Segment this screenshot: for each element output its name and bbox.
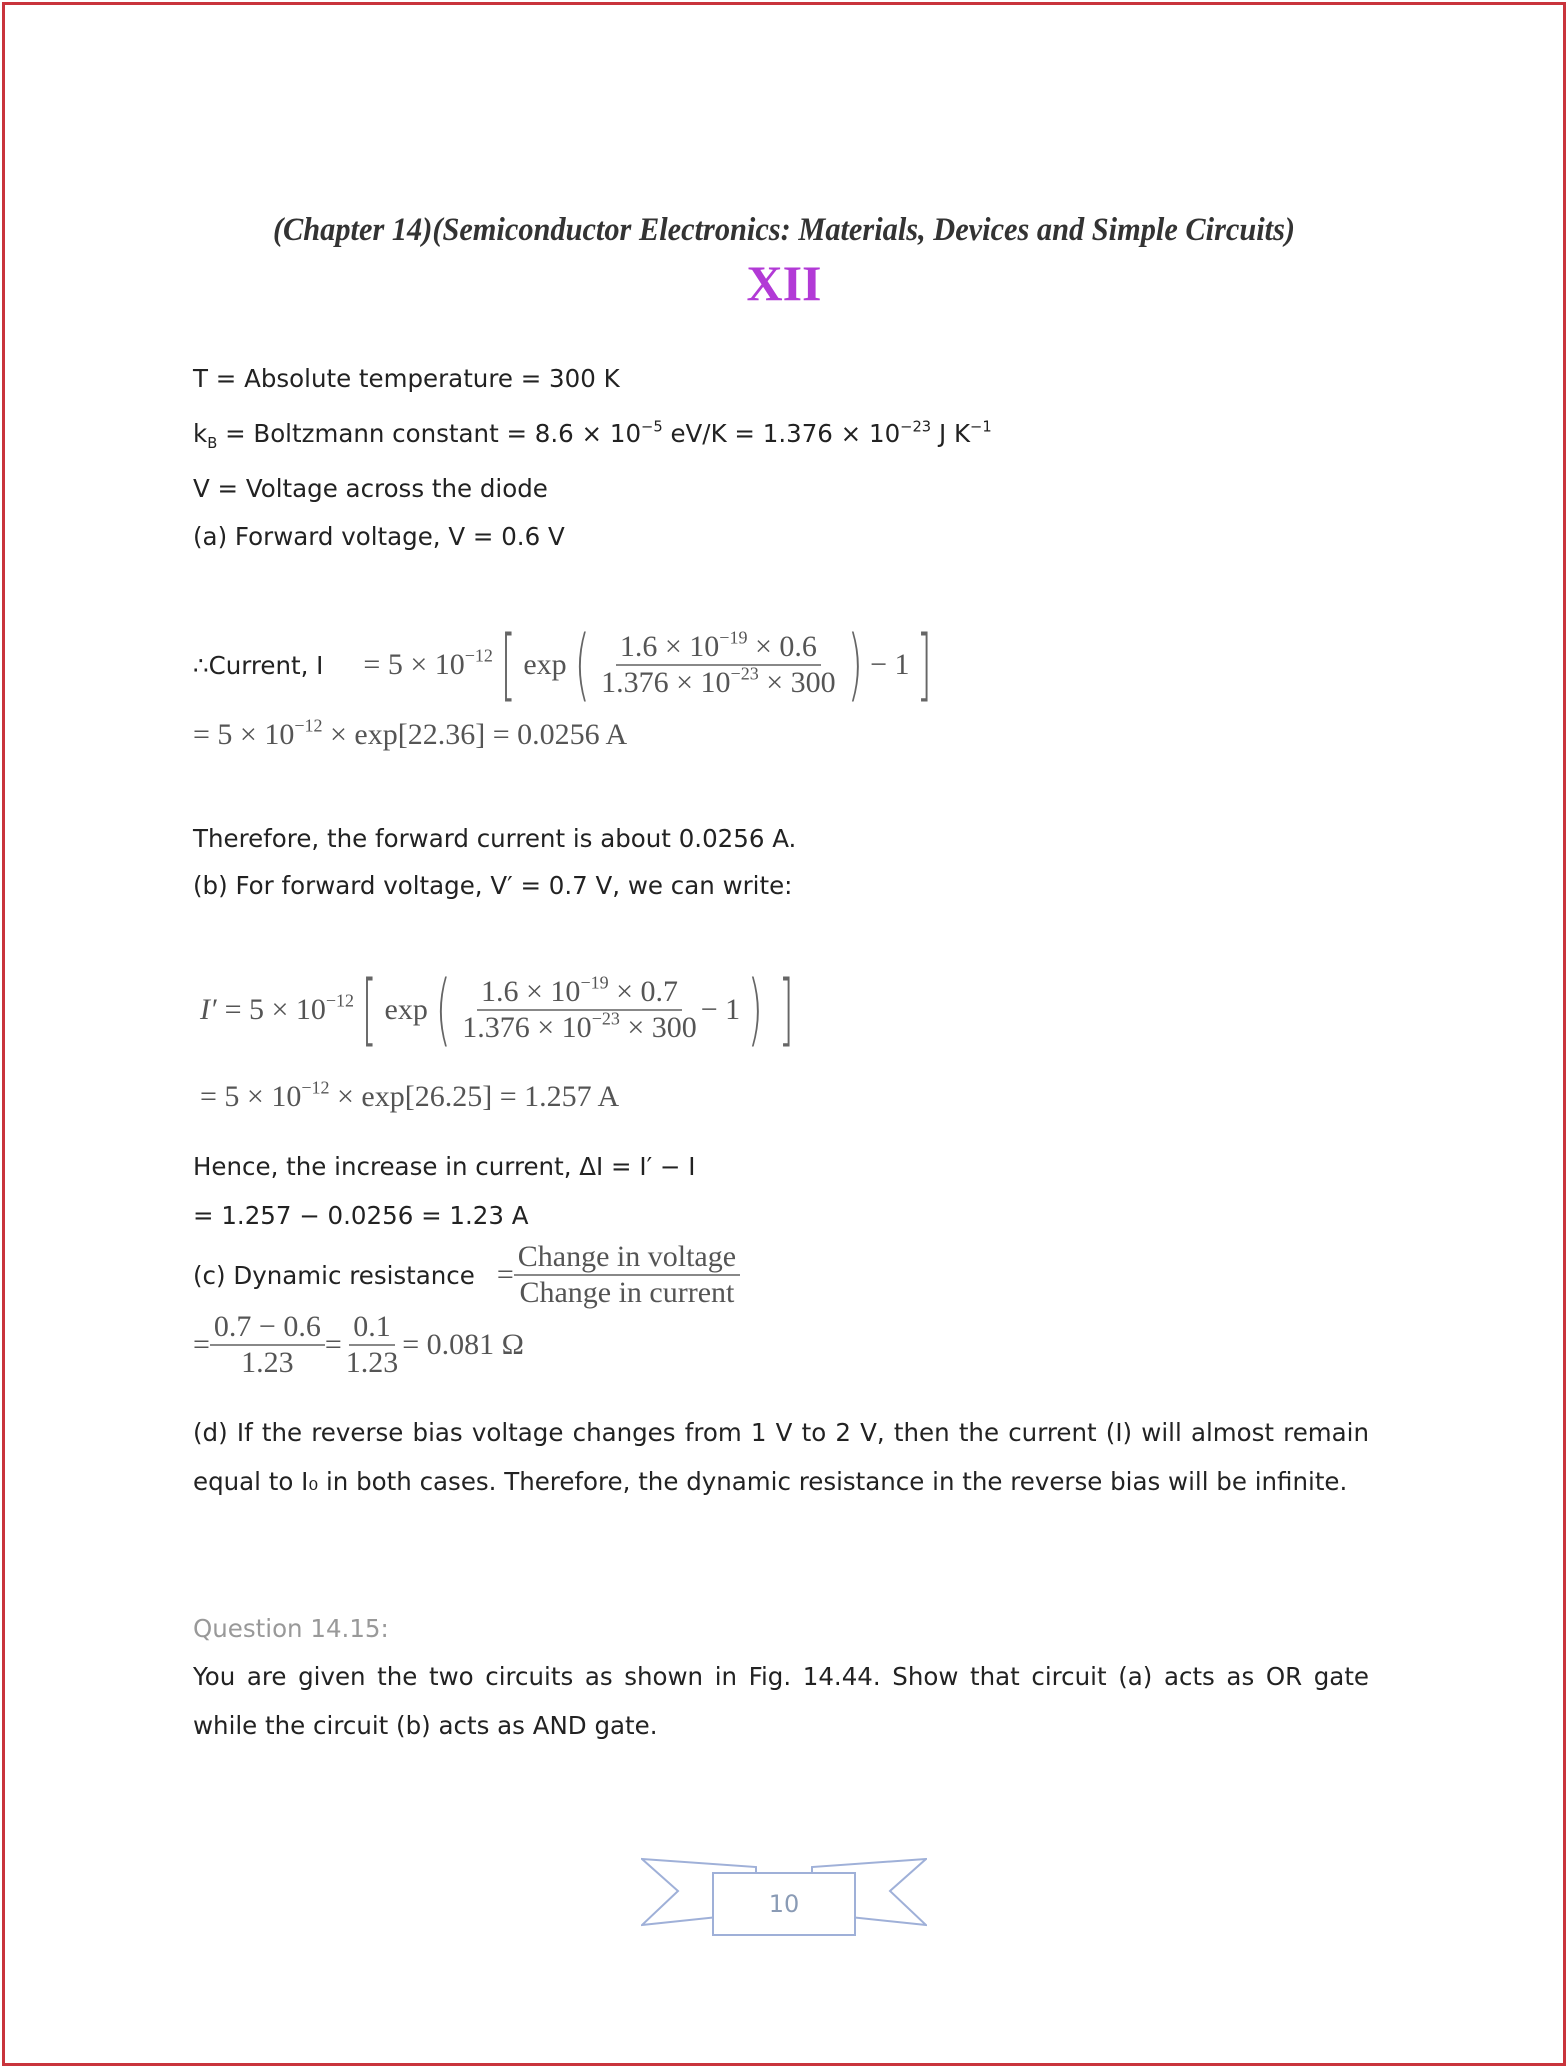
equation-b: I′ = $5 \times 10^{-12}$ [ exp ( $\frac{1.6 \times 10^{-19} \times 0.7}{1.376 \times 10^{-23} \times 300}$ − 1 ) ]	[200, 965, 794, 1055]
def-boltzmann: $k_B$ = Boltzmann constant = $8.6 \times 10^{-5}$ $eV/K = 1.376 \times 10^{-23}$ J $K^{-1}$	[193, 418, 992, 452]
part-d: (d) If the reverse bias voltage changes from 1 V to 2 V, then the current (I) will almost remain equal to I₀ in both cases. Therefore, the dynamic resistance in the reverse bias will be infinite.	[193, 1418, 1369, 1496]
equation-b-result: = $5 \times 10^{-12} \times \exp[26.25] = 1.257$ A	[200, 1077, 620, 1113]
question-text: You are given the two circuits as shown in Fig. 14.44. Show that circuit (a) acts as OR gate while the circuit (b) acts as AND gate.	[193, 1662, 1369, 1740]
therefore-text: Therefore, the forward current is about 0.0256 A.	[193, 824, 797, 853]
part-c: (c) Dynamic resistance = $\frac{\text{Change in voltage}}{\text{Change in current}}$	[193, 1240, 740, 1310]
class-label: XII	[746, 255, 822, 311]
question-label: Question 14.15:	[193, 1614, 389, 1643]
hence-result: = 1.257 − 0.0256 = 1.23 A	[193, 1201, 529, 1230]
page-number: 10	[768, 1890, 800, 1918]
chapter-title: (Chapter 14)(Semiconductor Electronics: Materials, Devices and Simple Circuits)	[272, 212, 1296, 248]
equation-a: ∴Current, I = $5 \times 10^{-12}$ [ exp ( $\frac{1.6 \times 10^{-19} \times 0.6}{1.376 \times 10^{-23} \times 300}$ ) − 1 ]	[193, 620, 933, 710]
part-b: (b) For forward voltage, V′ = 0.7 V, we can write:	[193, 871, 793, 900]
part-c-calculation: = $\frac{0.7 - 0.6}{1.23}$ = $\frac{0.1}{1.23}$ = 0.081 Ω	[193, 1310, 524, 1379]
def-voltage: V = Voltage across the diode	[193, 474, 548, 503]
def-temperature: T = Absolute temperature = 300 K	[193, 364, 620, 393]
part-a: (a) Forward voltage, V = 0.6 V	[193, 522, 565, 551]
hence-text: Hence, the increase in current, ΔI = I′ − I	[193, 1152, 696, 1181]
equation-a-result: = $5 \times 10^{-12} \times \exp[22.36] = 0.0256$ A	[193, 715, 628, 751]
